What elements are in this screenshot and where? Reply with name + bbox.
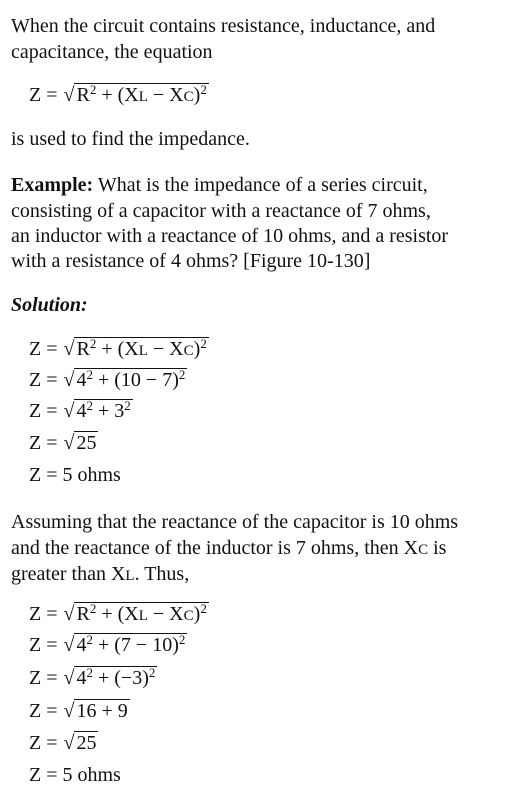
solution-step-2 <box>29 367 187 393</box>
exponent: 2 <box>178 632 186 647</box>
close-paren: ) <box>193 338 201 360</box>
exponent: 2 <box>86 398 93 413</box>
sqrt-symbol: √ <box>63 84 75 106</box>
alt-result <box>29 762 121 788</box>
z-equals: Z = <box>29 603 58 625</box>
z-equals: Z = <box>29 667 58 689</box>
subscript-c: C <box>183 343 194 359</box>
z-equals: Z = <box>29 84 58 106</box>
exponent: 2 <box>148 665 156 680</box>
assuming-text: . Thus, <box>134 563 190 585</box>
sqrt-symbol: √ <box>63 732 75 754</box>
radicand <box>74 633 187 656</box>
exponent: 2 <box>124 398 131 413</box>
z-equals: Z = <box>29 732 58 754</box>
minus-xc: − X <box>147 84 184 106</box>
term: 4 <box>76 369 87 391</box>
z-equals: Z = <box>29 400 58 422</box>
alt-step-5 <box>29 730 98 756</box>
radicand <box>74 368 187 391</box>
xl-open: + (X <box>96 603 139 625</box>
subscript-l: L <box>138 89 148 105</box>
minus-xc: − X <box>147 603 184 625</box>
example-line-4: with a resistance of 4 ohms? [Figure 10-130] <box>11 250 371 272</box>
minus-xc: − X <box>147 338 184 360</box>
exponent: 2 <box>200 601 207 616</box>
close-paren: ) <box>193 84 201 106</box>
term: + (7 − 10) <box>92 634 179 656</box>
radicand <box>74 83 208 108</box>
solution-result <box>29 462 121 488</box>
sqrt-symbol: √ <box>63 338 75 360</box>
solution-step-3 <box>29 398 133 424</box>
term: 4 <box>76 400 87 422</box>
radicand <box>74 399 132 422</box>
z-equals: Z = <box>29 432 58 454</box>
subscript-c: C <box>183 89 194 105</box>
sqrt-symbol: √ <box>63 369 75 391</box>
term: + (10 − 7) <box>92 369 179 391</box>
z-equals: Z = <box>29 700 58 722</box>
z-equals: Z = <box>29 464 58 486</box>
subscript-l: L <box>138 608 148 624</box>
example-label: Example: <box>11 174 94 196</box>
sqrt-symbol: √ <box>63 603 75 625</box>
z-equals: Z = <box>29 369 58 391</box>
term: + (−3) <box>92 667 149 689</box>
alt-step-4 <box>29 698 130 724</box>
solution-step-1 <box>29 336 209 362</box>
example-text: What is the impedance of a series circuit, <box>93 174 428 196</box>
r-term: R <box>76 84 90 106</box>
intro-line-1: When the circuit contains resistance, inductance, and <box>11 15 436 37</box>
exponent: 2 <box>86 367 93 382</box>
assuming-text: greater than X <box>11 563 126 585</box>
alt-step-2 <box>29 632 187 658</box>
sqrt-symbol: √ <box>63 432 75 454</box>
exponent: 2 <box>89 336 97 351</box>
result-value: 5 ohms <box>62 764 121 786</box>
close-paren: ) <box>193 603 201 625</box>
result-value: 5 ohms <box>62 464 121 486</box>
solution-step-4 <box>29 430 98 456</box>
intro-after: is used to find the impedance. <box>11 128 250 150</box>
assuming-line-1: Assuming that the reactance of the capacitor is 10 ohms <box>11 511 459 533</box>
impedance-formula <box>29 82 209 108</box>
assuming-line-3 <box>11 561 189 589</box>
exponent: 2 <box>86 665 93 680</box>
solution-label: Solution: <box>11 294 88 316</box>
assuming-text: and the reactance of the inductor is 7 ohms, then X <box>11 537 419 559</box>
exponent: 2 <box>89 82 97 97</box>
radicand <box>74 602 208 627</box>
r-term: R <box>76 338 90 360</box>
assuming-line-2 <box>11 535 446 563</box>
subscript-l: L <box>138 343 148 359</box>
exponent: 2 <box>86 632 93 647</box>
assuming-text: is <box>428 537 447 559</box>
term: 4 <box>76 667 87 689</box>
example-line-1 <box>11 172 428 198</box>
sqrt-symbol: √ <box>63 400 75 422</box>
intro-line-2: capacitance, the equation <box>11 41 213 63</box>
example-line-2: consisting of a capacitor with a reactance of 7 ohms, <box>11 200 431 222</box>
subscript-c: C <box>183 608 194 624</box>
term: 4 <box>76 634 87 656</box>
z-equals: Z = <box>29 634 58 656</box>
exponent: 2 <box>200 336 207 351</box>
sqrt-symbol: √ <box>63 634 75 656</box>
xl-open: + (X <box>96 338 139 360</box>
sqrt-symbol: √ <box>63 700 75 722</box>
radicand <box>74 337 208 362</box>
alt-step-1 <box>29 601 209 627</box>
alt-step-3 <box>29 665 157 691</box>
exponent: 2 <box>200 82 207 97</box>
exponent: 2 <box>178 367 186 382</box>
radicand: 25 <box>76 732 97 754</box>
radicand: 25 <box>76 432 97 454</box>
radicand <box>74 666 157 689</box>
term: + 3 <box>92 400 125 422</box>
r-term: R <box>76 603 90 625</box>
z-equals: Z = <box>29 764 58 786</box>
subscript-c: C <box>418 542 429 558</box>
sqrt-symbol: √ <box>63 667 75 689</box>
exponent: 2 <box>89 601 97 616</box>
z-equals: Z = <box>29 338 58 360</box>
xl-open: + (X <box>96 84 139 106</box>
subscript-l: L <box>125 568 135 584</box>
example-line-3: an inductor with a reactance of 10 ohms, and a resistor <box>11 225 449 247</box>
radicand: 16 + 9 <box>76 700 128 722</box>
